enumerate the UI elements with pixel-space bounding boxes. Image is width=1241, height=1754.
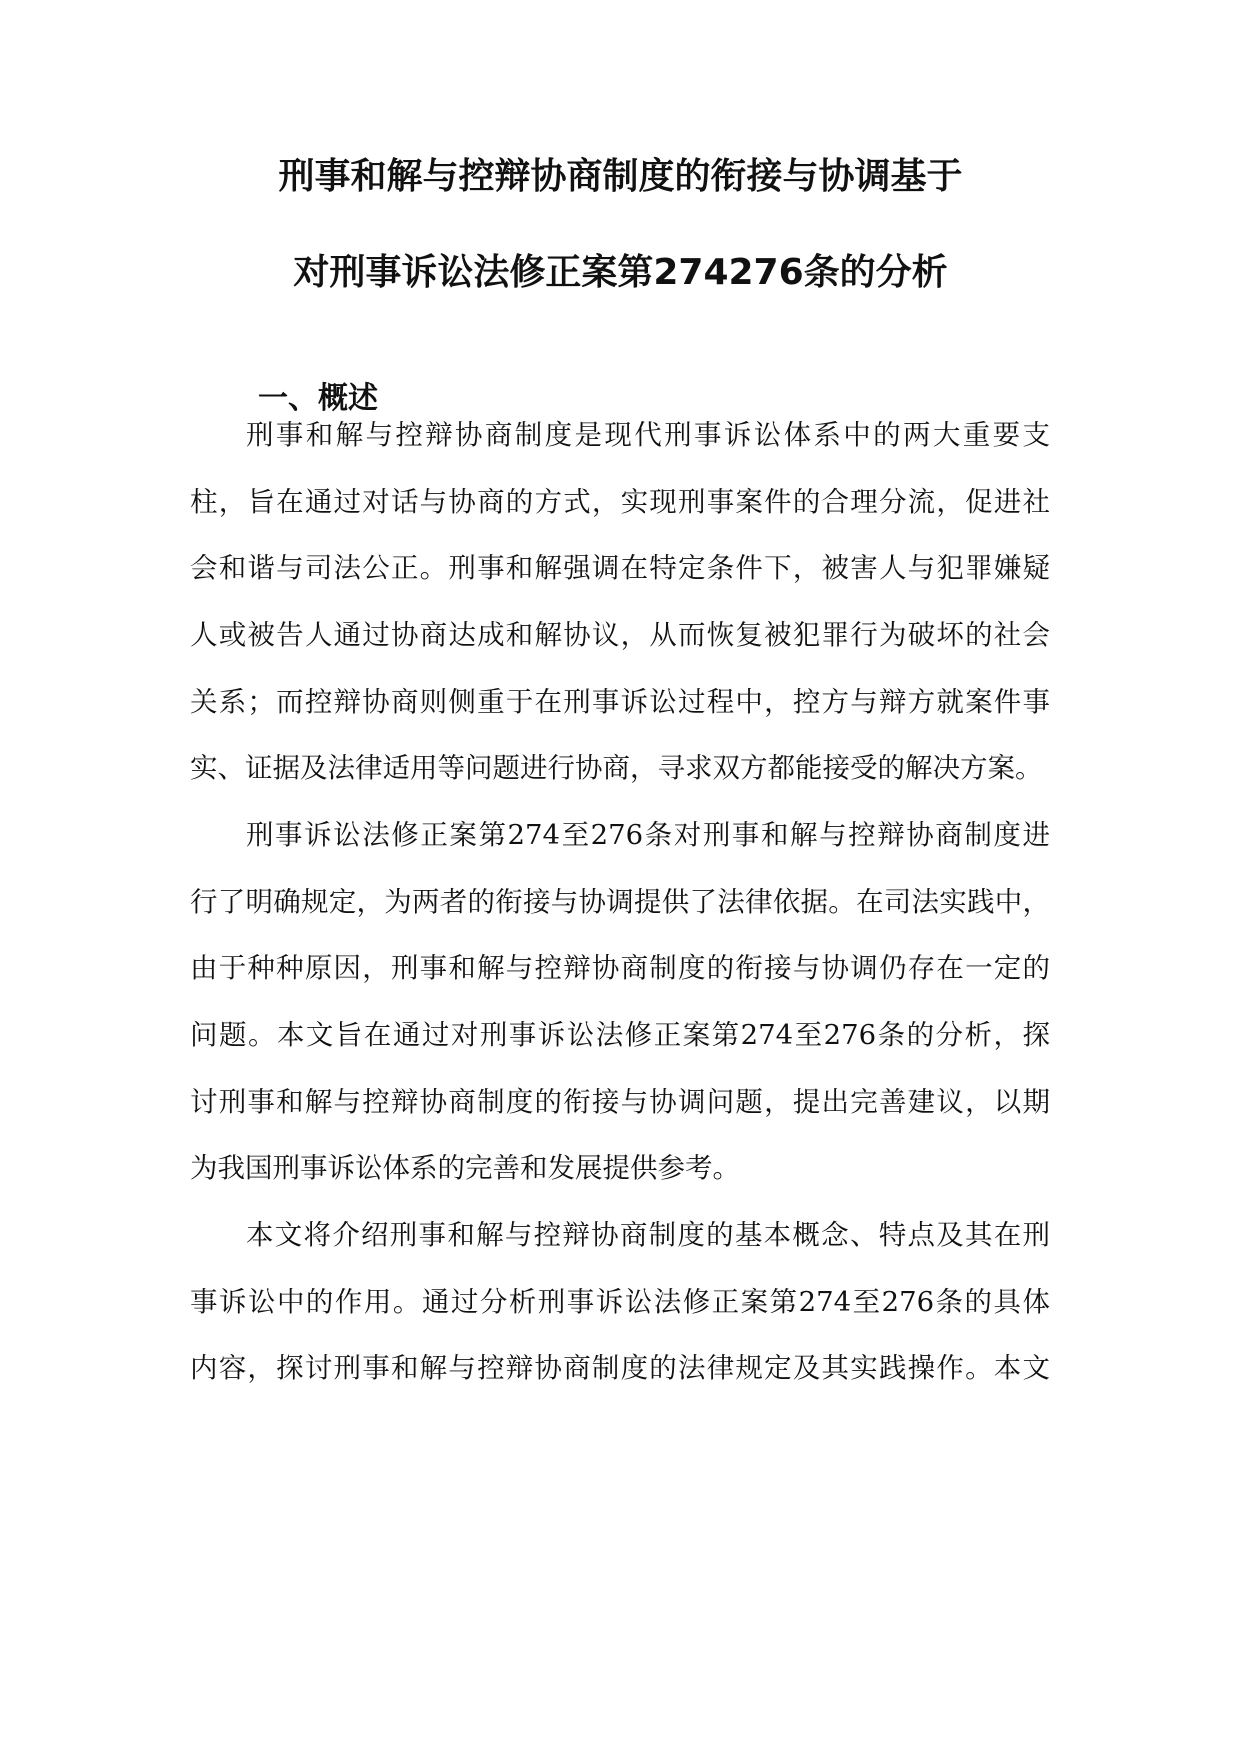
paragraph-line: 本文将介绍刑事和解与控辩协商制度的基本概念、特点及其在刑 [246, 1219, 1050, 1251]
paragraph-line: 刑事诉讼法修正案第274至276条对刑事和解与控辩协商制度进 [246, 819, 1050, 851]
paragraph-line: 行了明确规定，为两者的衔接与协调提供了法律依据。在司法实践中， [190, 886, 1050, 918]
paragraph-line: 问题。本文旨在通过对刑事诉讼法修正案第274至276条的分析，探 [190, 1019, 1050, 1051]
document-title-line-1: 刑事和解与控辩协商制度的衔接与协调基于 [278, 156, 963, 197]
paragraph-line: 由于种种原因，刑事和解与控辩协商制度的衔接与协调仍存在一定的 [190, 952, 1050, 984]
paragraph-line: 讨刑事和解与控辩协商制度的衔接与协调问题，提出完善建议，以期 [190, 1086, 1050, 1118]
paragraph-line: 人或被告人通过协商达成和解协议，从而恢复被犯罪行为破坏的社会 [190, 619, 1050, 651]
paragraph-line: 会和谐与司法公正。刑事和解强调在特定条件下，被害人与犯罪嫌疑 [190, 552, 1050, 584]
paragraph-line: 事诉讼中的作用。通过分析刑事诉讼法修正案第274至276条的具体 [190, 1286, 1050, 1318]
paragraph-line: 为我国刑事诉讼体系的完善和发展提供参考。 [190, 1152, 740, 1184]
paragraph-line: 内容，探讨刑事和解与控辩协商制度的法律规定及其实践操作。本文 [190, 1352, 1050, 1384]
paragraph-line: 刑事和解与控辩协商制度是现代刑事诉讼体系中的两大重要支 [246, 419, 1050, 451]
paragraph-line: 关系；而控辩协商则侧重于在刑事诉讼过程中，控方与辩方就案件事 [190, 686, 1050, 718]
section-heading: 一、概述 [258, 381, 378, 416]
paragraph-line: 柱，旨在通过对话与协商的方式，实现刑事案件的合理分流，促进社 [190, 486, 1050, 518]
paragraph-line: 实、证据及法律适用等问题进行协商，寻求双方都能接受的解决方案。 [190, 752, 1043, 784]
document-title-line-2: 对刑事诉讼法修正案第274276条的分析 [293, 252, 948, 293]
